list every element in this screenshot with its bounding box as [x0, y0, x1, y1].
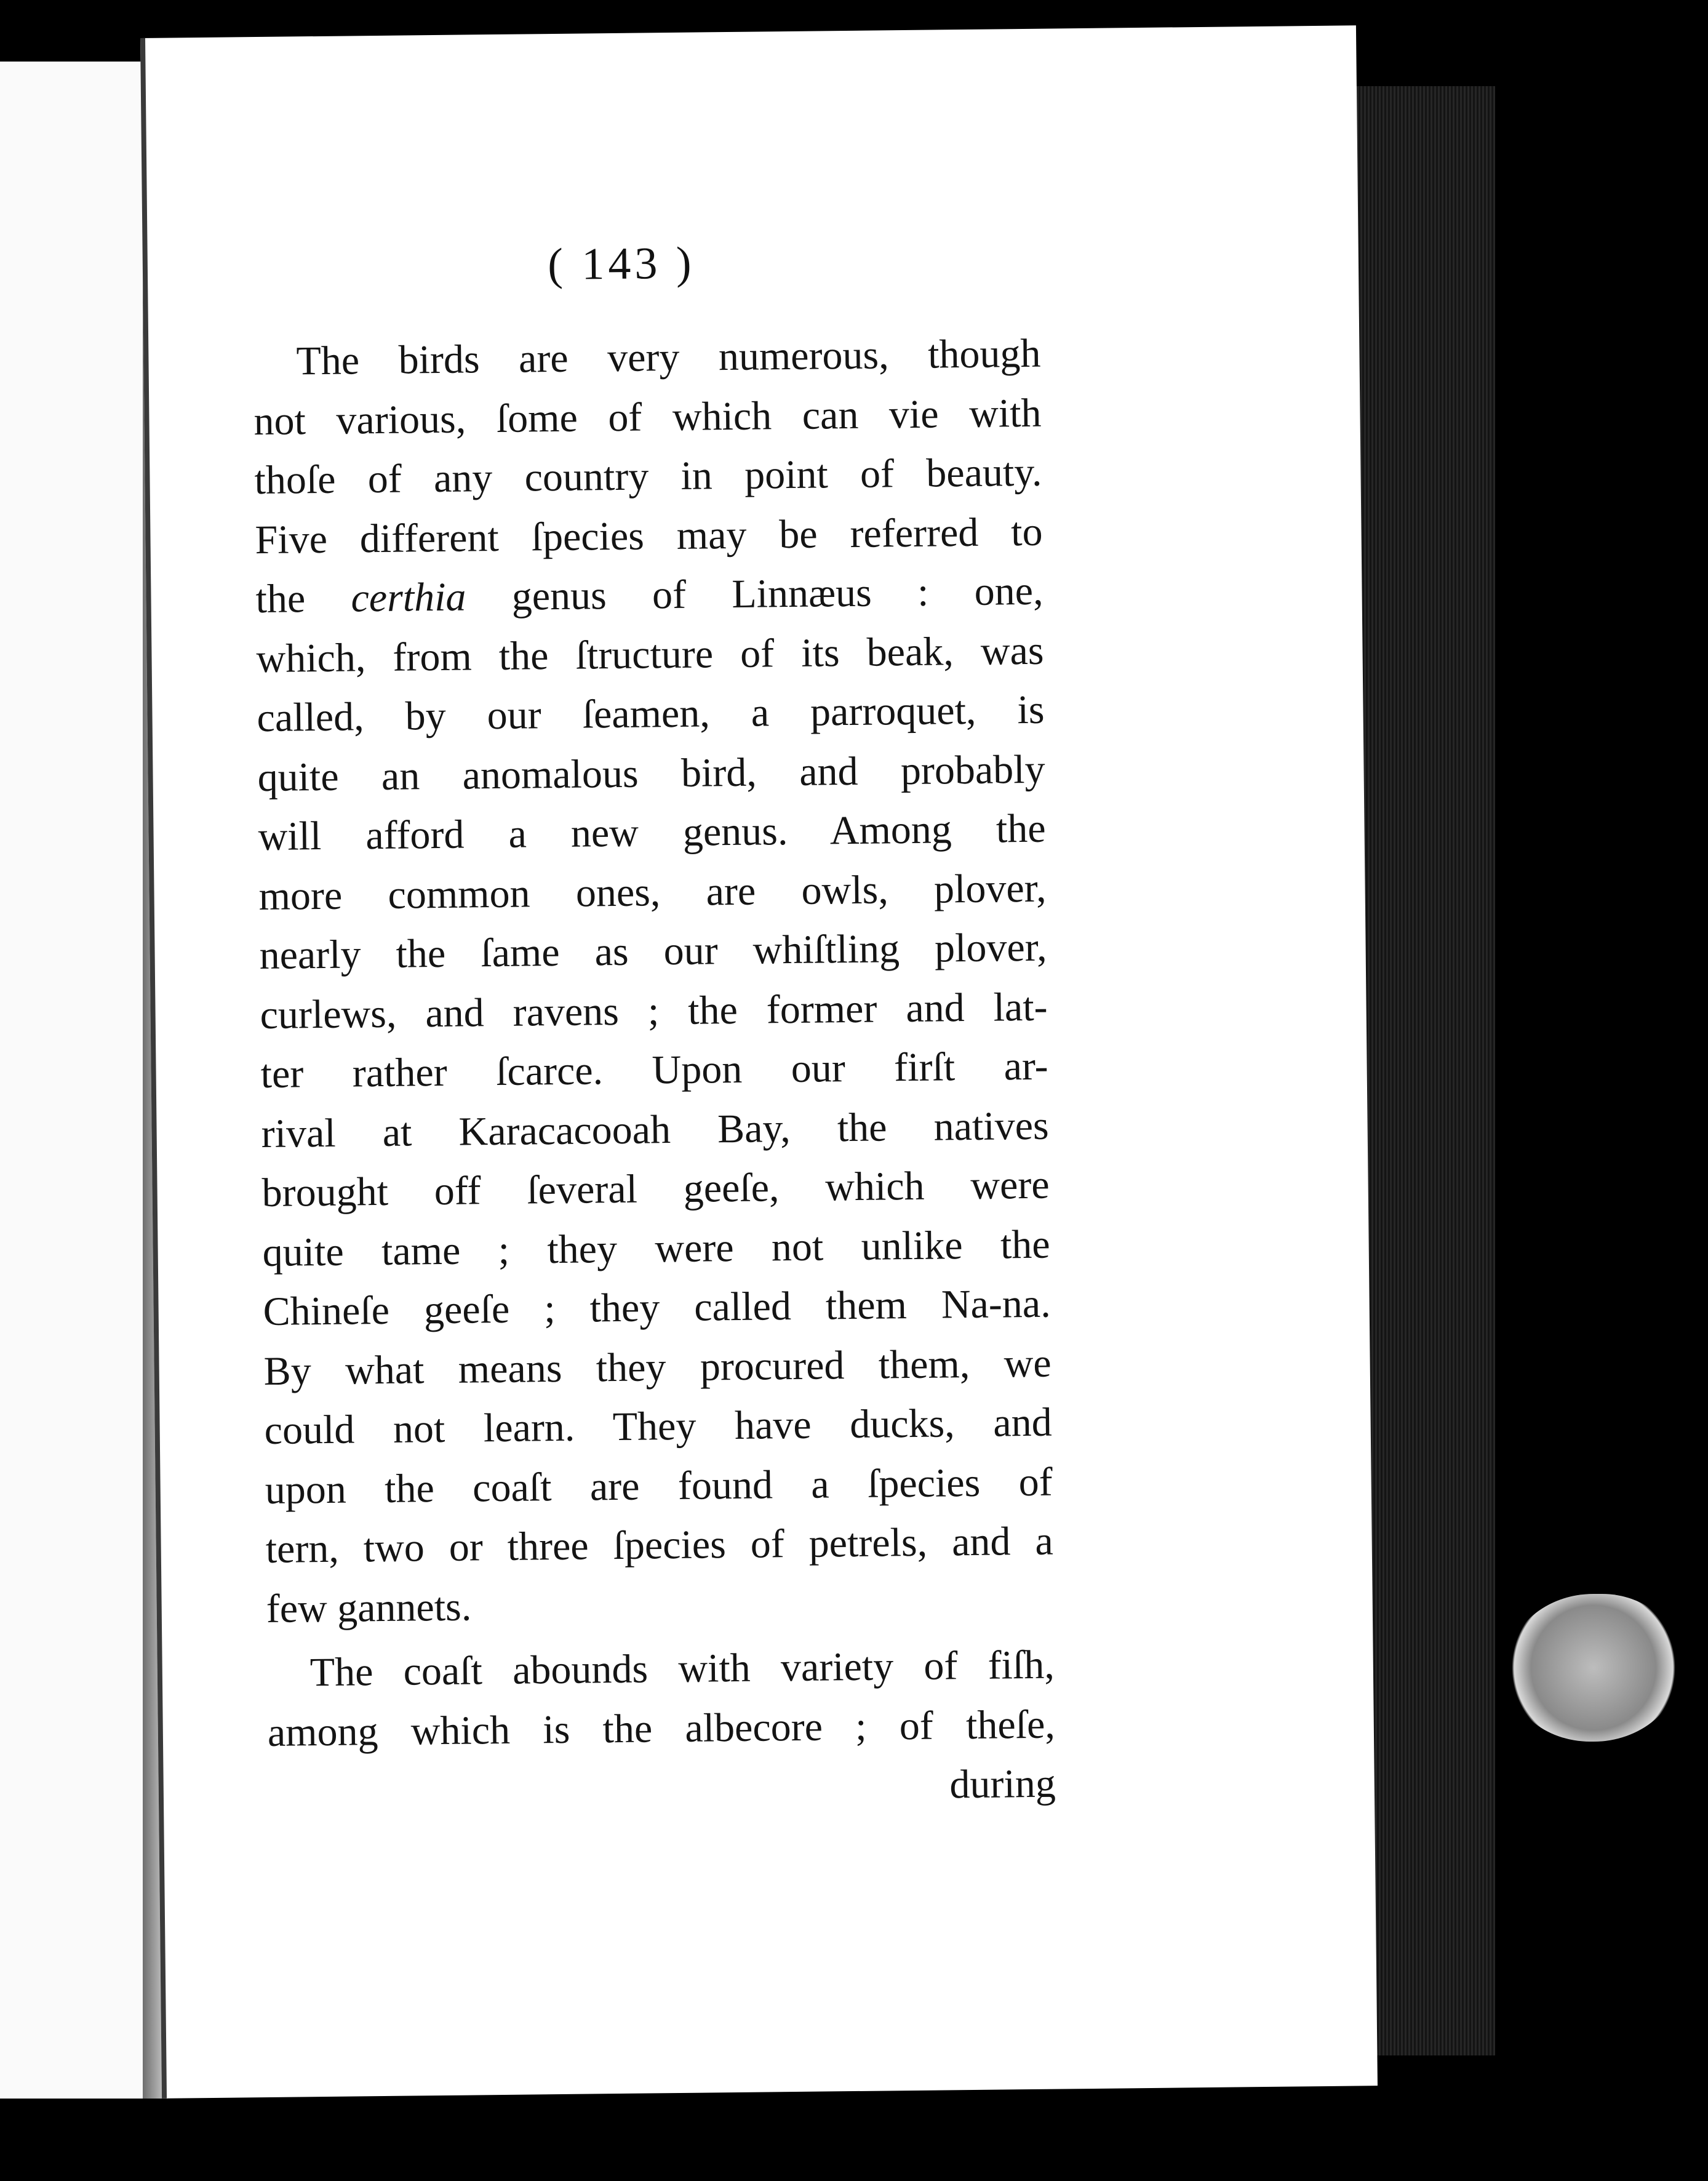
text-line: more common ones, are owls, plover, [258, 865, 1047, 919]
text-line: The birds are very numerous, though [296, 330, 1041, 384]
catchword: during [949, 1761, 1056, 1807]
text-line: brought off ſeveral geeſe, which were [261, 1162, 1050, 1216]
left-facing-page [0, 62, 146, 2099]
text-line: tern, two or three ſpecies of petrels, and a [265, 1518, 1054, 1572]
text-line: Five different ſpecies may be referred to [255, 509, 1043, 562]
text-line: thoſe of any country in point of beauty. [254, 449, 1042, 503]
page-text-block [252, 232, 1056, 1822]
text-line: rival at Karacacooah Bay, the natives [261, 1103, 1049, 1156]
text-line: curlews, and ravens ; the former and lat- [260, 984, 1048, 1038]
text-line: could not learn. They have ducks, and [264, 1399, 1053, 1454]
paragraph-birds [253, 324, 1054, 1639]
text-line: quite an anomalous bird, and probably [257, 746, 1045, 800]
text-line: nearly the ſame as our whiſtling plover, [259, 924, 1047, 978]
genus-name-italic: certhia [351, 574, 466, 621]
text-line: which, from the ſtructure of its beak, was [256, 628, 1044, 681]
text-line: Chineſe geeſe ; they called them Na-na. [263, 1281, 1051, 1335]
paragraph-fish [266, 1636, 1055, 1763]
text-line: The coaſt abounds with variety of fiſh, [309, 1642, 1055, 1695]
page-number-header: ( 143 ) [547, 238, 695, 290]
text-line: upon the coaſt are found a ſpecies of [265, 1459, 1053, 1513]
book-page [140, 25, 1378, 2099]
text-line: among which is the albecore ; of theſe, [267, 1702, 1056, 1755]
library-stamp [1507, 1594, 1680, 1742]
text-line: will afford a new genus. Among the [258, 806, 1046, 860]
text-line: called, by our ſeamen, a parroquet, is [257, 687, 1045, 741]
text-line: not various, ſome of which can vie with [253, 390, 1042, 444]
text-line: ter rather ſcarce. Upon our firſt ar- [260, 1043, 1048, 1097]
text-line: quite tame ; they were not unlike the [262, 1222, 1050, 1275]
text-line: few gannets. [266, 1584, 472, 1631]
text-line: the certhia genus of Linnæus : one, [255, 568, 1044, 622]
text-line: By what means they procured them, we [263, 1340, 1052, 1394]
